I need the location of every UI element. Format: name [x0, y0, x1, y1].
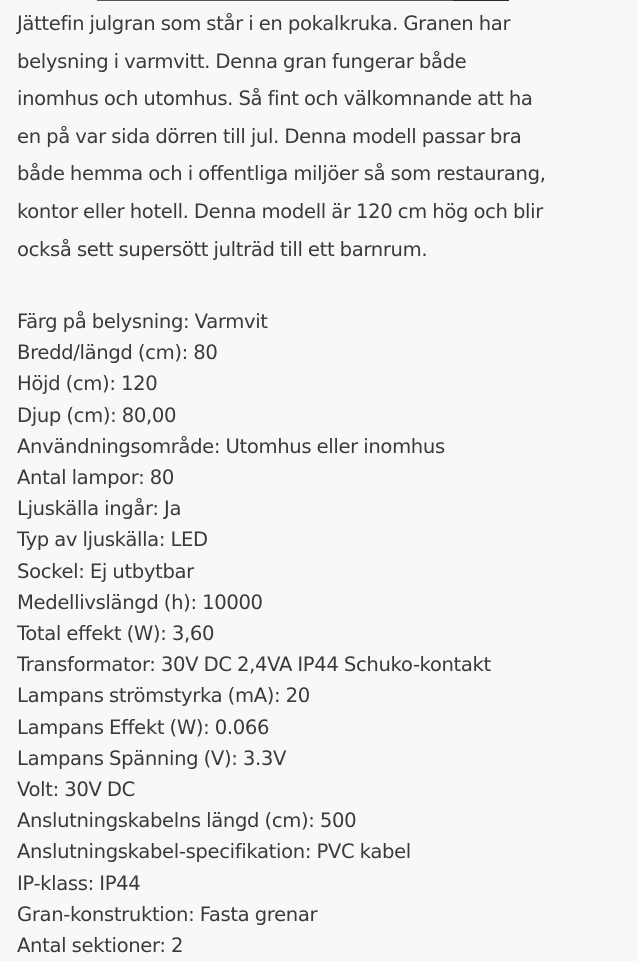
spec-item: Total effekt (W): 3,60	[17, 622, 215, 646]
description-line: Jättefin julgran som står i en pokalkruka. Granen har	[17, 12, 511, 35]
cut-off-input-box[interactable]	[97, 0, 509, 1]
spec-item: IP-klass: IP44	[17, 871, 141, 895]
product-description	[17, 5, 632, 268]
spec-item: Färg på belysning: Varmvit	[17, 310, 268, 333]
description-line: belysning i varmvitt. Denna gran fungerar både	[17, 49, 467, 73]
spec-item: Gran-konstruktion: Fasta grenar	[17, 902, 318, 926]
spec-item: Volt: 30V DC	[17, 778, 135, 802]
spec-item: Lampans Spänning (V): 3.3V	[17, 746, 287, 770]
spec-item: Sockel: Ej utbytbar	[17, 559, 194, 583]
spec-item: Bredd/längd (cm): 80	[17, 341, 218, 365]
spec-item: Typ av ljuskälla: LED	[17, 528, 208, 552]
description-line: också sett supersött julträd till ett barnrum.	[17, 237, 428, 261]
spec-item: Anslutningskabel-specifikation: PVC kabel	[17, 840, 411, 864]
spec-item: Användningsområde: Utomhus eller inomhus	[17, 434, 445, 458]
product-specifications	[17, 306, 632, 961]
description-line: en på var sida dörren till jul. Denna modell passar bra	[17, 124, 522, 148]
spec-item: Transformator: 30V DC 2,4VA IP44 Schuko-kontakt	[17, 653, 491, 677]
description-line: både hemma och i offentliga miljöer så som restaurang,	[17, 162, 546, 186]
spec-item: Höjd (cm): 120	[17, 372, 158, 396]
spec-item: Anslutningskabelns längd (cm): 500	[17, 809, 357, 833]
cut-off-button-edge[interactable]	[453, 0, 509, 1]
spec-item: Lampans Effekt (W): 0.066	[17, 715, 270, 739]
spec-item: Antal lampor: 80	[17, 466, 175, 490]
spec-item: Djup (cm): 80,00	[17, 403, 177, 427]
description-line: inomhus och utomhus. Så fint och välkomnande att ha	[17, 87, 533, 111]
spec-item: Antal sektioner: 2	[17, 934, 184, 958]
spec-item: Lampans strömstyrka (mA): 20	[17, 684, 310, 708]
description-line: kontor eller hotell. Denna modell är 120 cm hög och blir	[17, 199, 543, 223]
spec-item: Ljuskälla ingår: Ja	[17, 497, 182, 521]
spec-item: Medellivslängd (h): 10000	[17, 590, 263, 614]
